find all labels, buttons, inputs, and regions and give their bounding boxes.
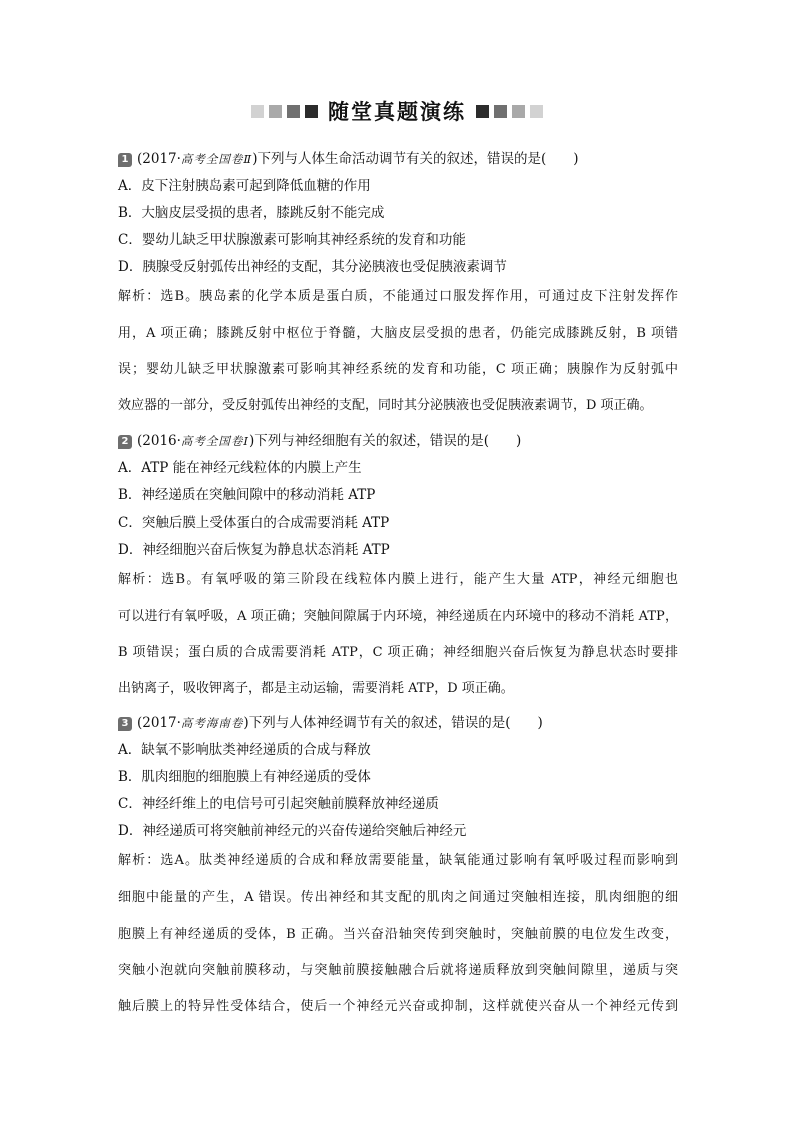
option-a: A．ATP 能在神经元线粒体的内膜上产生 [118,460,362,476]
section-header [0,96,794,126]
question-number-badge: 1 [118,153,132,167]
question-stem: 1 (2017·高考全国卷Ⅱ)下列与人体生命活动调节有关的叙述，错误的是( ) [118,150,579,168]
option-b: B．神经递质在突触间隙中的移动消耗 ATP [118,487,376,503]
option-b: B．大脑皮层受损的患者，膝跳反射不能完成 [118,205,385,221]
analysis-line: 误；婴幼儿缺乏甲状腺激素可影响其神经系统的发育和功能，C 项正确；胰腺作为反射弧中 [118,362,678,377]
analysis-line: 细胞中能量的产生，A 错误。传出神经和其支配的肌肉之间通过突触相连接，肌肉细胞的细 [118,890,678,905]
question-source: 高考海南卷 [180,716,244,730]
option-a: A．皮下注射胰岛素可起到降低血糖的作用 [118,178,371,194]
question-number-badge: 3 [118,717,132,731]
option-a: A．缺氧不影响肽类神经递质的合成与释放 [118,742,371,758]
option-d: D．神经细胞兴奋后恢复为静息状态消耗 ATP [118,542,390,558]
analysis-line: 效应器的一部分，受反射弧传出神经的支配，同时其分泌胰液也受促胰液素调节，D 项正确。 [118,398,653,413]
option-c: C．婴幼儿缺乏甲状腺激素可影响其神经系统的发育和功能 [118,232,466,248]
option-d: D．神经递质可将突触前神经元的兴奋传递给突触后神经元 [118,823,467,839]
header-decoration-right [476,105,543,118]
question-stem: 2 (2016·高考全国卷Ⅰ)下列与神经细胞有关的叙述，错误的是( ) [118,432,521,450]
option-d: D．胰腺受反射弧传出神经的支配，其分泌胰液也受促胰液素调节 [118,259,507,275]
header-decoration-left [251,105,318,118]
analysis-line: 用，A 项正确；膝跳反射中枢位于脊髓，大脑皮层受损的患者，仍能完成膝跳反射，B 项错 [118,326,678,341]
question-source: 高考全国卷Ⅱ [180,152,253,166]
question-number-badge: 2 [118,435,132,449]
analysis-line: 解析：选B。胰岛素的化学本质是蛋白质，不能通过口服发挥作用，可通过皮下注射发挥作 [118,289,678,304]
question-stem: 3 (2017·高考海南卷)下列与人体神经调节有关的叙述，错误的是( ) [118,714,543,732]
analysis-line: 触后膜上的特异性受体结合，使后一个神经元兴奋或抑制，这样就使兴奋从一个神经元传到 [118,999,678,1014]
analysis-line: B 项错误；蛋白质的合成需要消耗 ATP，C 项正确；神经细胞兴奋后恢复为静息状态时要排 [118,645,678,660]
analysis-line: 胞膜上有神经递质的受体，B 正确。当兴奋沿轴突传到突触时，突触前膜的电位发生改变， [118,927,678,942]
option-b: B．肌肉细胞的细胞膜上有神经递质的受体 [118,769,371,785]
question-source: 高考全国卷Ⅰ [180,434,249,448]
analysis-line: 突触小泡就向突触前膜移动，与突触前膜接触融合后就将递质释放到突触间隙里，递质与突 [118,963,678,978]
analysis-line: 解析：选A。肽类神经递质的合成和释放需要能量，缺氧能通过影响有氧呼吸过程而影响到 [118,853,678,868]
option-c: C．突触后膜上受体蛋白的合成需要消耗 ATP [118,515,390,531]
section-title: 随堂真题演练 [328,100,466,124]
option-c: C．神经纤维上的电信号可引起突触前膜释放神经递质 [118,796,439,812]
analysis-line: 出钠离子，吸收钾离子，都是主动运输，需要消耗 ATP，D 项正确。 [118,681,514,696]
analysis-line: 解析：选B。有氧呼吸的第三阶段在线粒体内膜上进行，能产生大量 ATP，神经元细胞也 [118,572,678,587]
analysis-line: 可以进行有氧呼吸，A 项正确；突触间隙属于内环境，神经递质在内环境中的移动不消耗 ATP， [118,609,678,624]
